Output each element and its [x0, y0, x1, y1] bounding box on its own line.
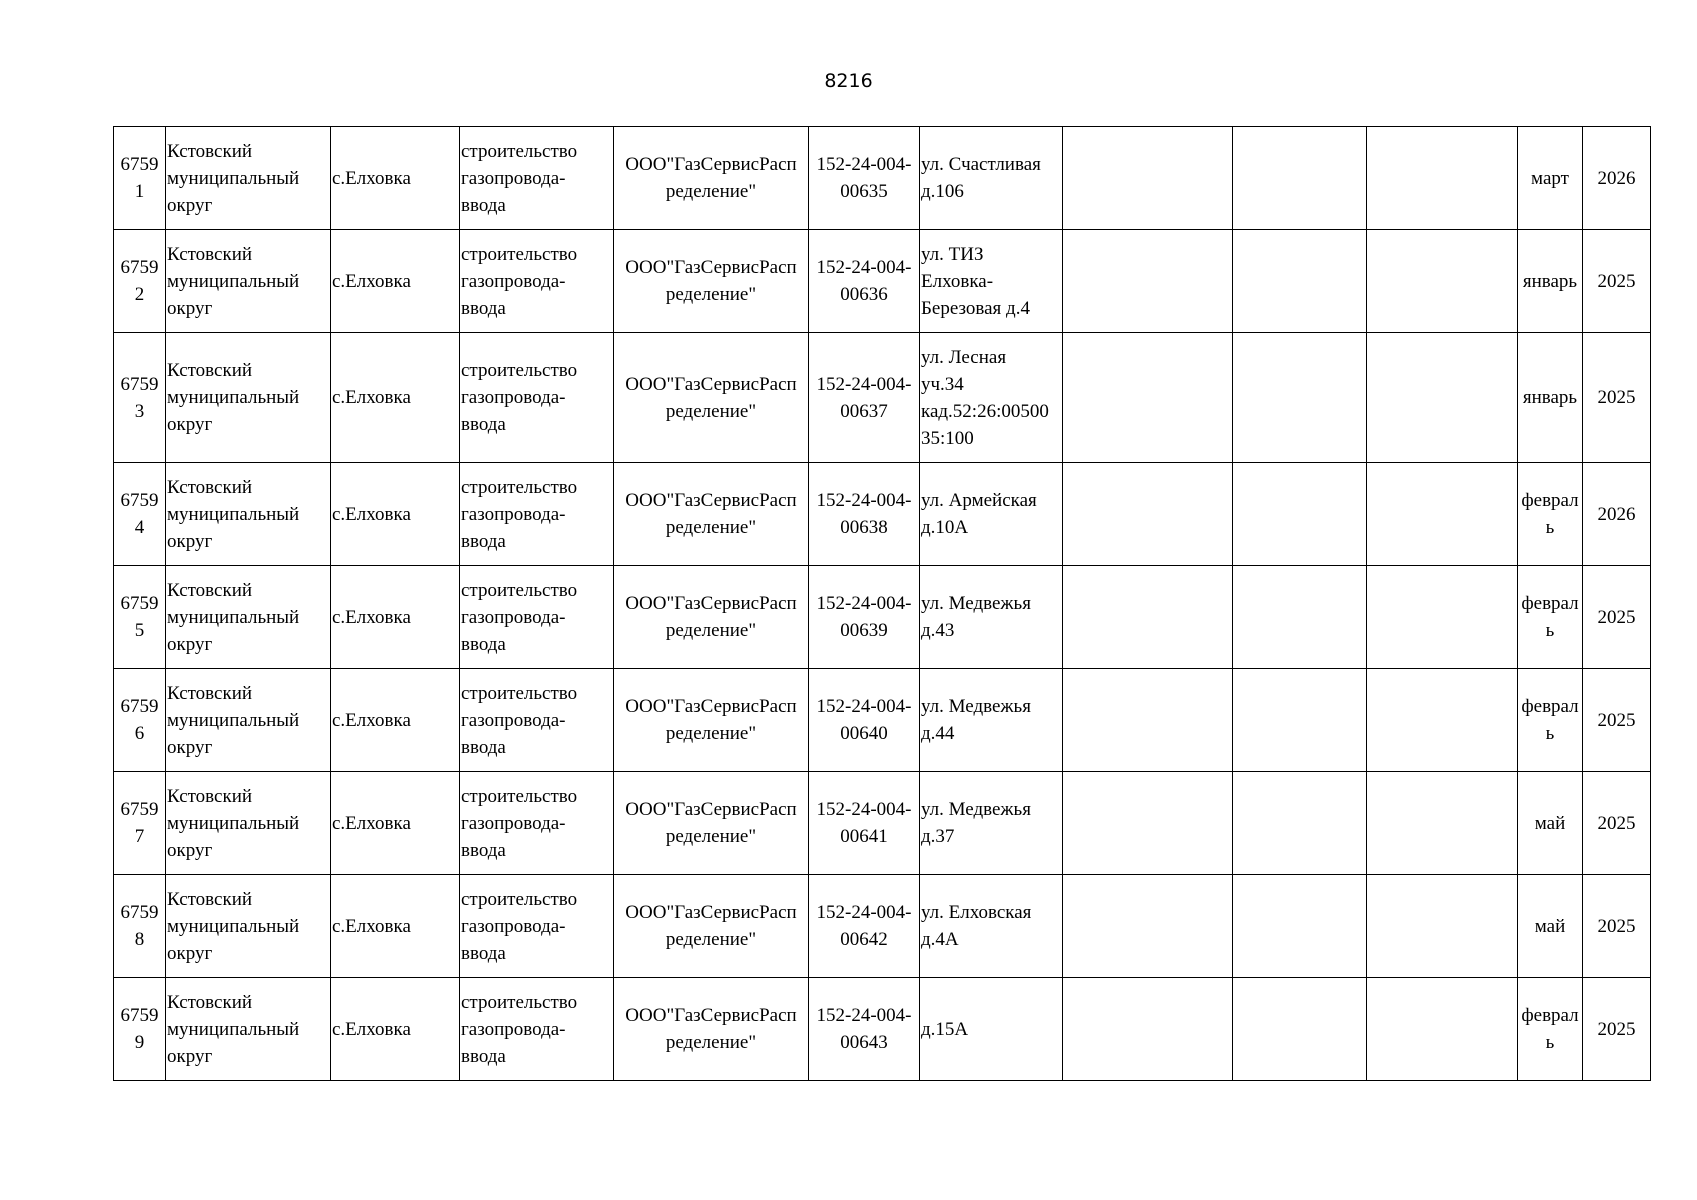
locality-cell: с.Елховка — [331, 127, 460, 230]
work-type-cell: строительство газопровода- ввода — [460, 230, 614, 333]
organization-cell: ООО"ГазСервисРасп ределение" — [614, 669, 809, 772]
month-cell: феврал ь — [1518, 978, 1583, 1081]
empty-cell — [1367, 566, 1518, 669]
locality-cell: с.Елховка — [331, 875, 460, 978]
table-row — [114, 978, 1651, 1081]
empty-cell — [1063, 230, 1233, 333]
row-number-cell: 6759 8 — [114, 875, 166, 978]
month-cell: январь — [1518, 333, 1583, 463]
year-cell: 2025 — [1583, 230, 1651, 333]
registration-code-cell: 152-24-004- 00643 — [809, 978, 920, 1081]
page-number: 8216 — [824, 70, 873, 92]
address-cell: д.15А — [920, 978, 1063, 1081]
empty-cell — [1367, 463, 1518, 566]
empty-cell — [1063, 978, 1233, 1081]
row-number-cell: 6759 3 — [114, 333, 166, 463]
empty-cell — [1233, 127, 1367, 230]
registration-code-cell: 152-24-004- 00640 — [809, 669, 920, 772]
district-cell: Кстовский муниципальный округ — [166, 463, 331, 566]
organization-cell: ООО"ГазСервисРасп ределение" — [614, 566, 809, 669]
address-cell: ул. Елховская д.4А — [920, 875, 1063, 978]
locality-cell: с.Елховка — [331, 463, 460, 566]
work-type-cell: строительство газопровода- ввода — [460, 127, 614, 230]
month-cell: май — [1518, 875, 1583, 978]
organization-cell: ООО"ГазСервисРасп ределение" — [614, 978, 809, 1081]
registration-code-cell: 152-24-004- 00636 — [809, 230, 920, 333]
year-cell: 2025 — [1583, 875, 1651, 978]
organization-cell: ООО"ГазСервисРасп ределение" — [614, 127, 809, 230]
empty-cell — [1367, 333, 1518, 463]
work-type-cell: строительство газопровода- ввода — [460, 772, 614, 875]
table-row — [114, 566, 1651, 669]
table-row — [114, 772, 1651, 875]
year-cell: 2025 — [1583, 669, 1651, 772]
organization-cell: ООО"ГазСервисРасп ределение" — [614, 463, 809, 566]
work-type-cell: строительство газопровода- ввода — [460, 978, 614, 1081]
empty-cell — [1367, 772, 1518, 875]
month-cell: феврал ь — [1518, 566, 1583, 669]
empty-cell — [1233, 463, 1367, 566]
district-cell: Кстовский муниципальный округ — [166, 566, 331, 669]
district-cell: Кстовский муниципальный округ — [166, 772, 331, 875]
district-cell: Кстовский муниципальный округ — [166, 333, 331, 463]
district-cell: Кстовский муниципальный округ — [166, 875, 331, 978]
organization-cell: ООО"ГазСервисРасп ределение" — [614, 230, 809, 333]
empty-cell — [1367, 127, 1518, 230]
year-cell: 2025 — [1583, 772, 1651, 875]
organization-cell: ООО"ГазСервисРасп ределение" — [614, 875, 809, 978]
table-row — [114, 463, 1651, 566]
district-cell: Кстовский муниципальный округ — [166, 127, 331, 230]
registration-code-cell: 152-24-004- 00638 — [809, 463, 920, 566]
row-number-cell: 6759 4 — [114, 463, 166, 566]
month-cell: май — [1518, 772, 1583, 875]
empty-cell — [1367, 875, 1518, 978]
organization-cell: ООО"ГазСервисРасп ределение" — [614, 333, 809, 463]
locality-cell: с.Елховка — [331, 333, 460, 463]
registration-code-cell: 152-24-004- 00637 — [809, 333, 920, 463]
registration-code-cell: 152-24-004- 00635 — [809, 127, 920, 230]
empty-cell — [1063, 875, 1233, 978]
empty-cell — [1233, 566, 1367, 669]
row-number-cell: 6759 7 — [114, 772, 166, 875]
table-row — [114, 875, 1651, 978]
district-cell: Кстовский муниципальный округ — [166, 230, 331, 333]
month-cell: феврал ь — [1518, 463, 1583, 566]
year-cell: 2025 — [1583, 978, 1651, 1081]
month-cell: феврал ь — [1518, 669, 1583, 772]
empty-cell — [1063, 669, 1233, 772]
register-table — [113, 126, 1651, 1081]
work-type-cell: строительство газопровода- ввода — [460, 333, 614, 463]
empty-cell — [1063, 566, 1233, 669]
year-cell: 2025 — [1583, 566, 1651, 669]
district-cell: Кстовский муниципальный округ — [166, 669, 331, 772]
year-cell: 2026 — [1583, 463, 1651, 566]
table-row — [114, 127, 1651, 230]
empty-cell — [1233, 772, 1367, 875]
registration-code-cell: 152-24-004- 00642 — [809, 875, 920, 978]
district-cell: Кстовский муниципальный округ — [166, 978, 331, 1081]
address-cell: ул. Медвежья д.43 — [920, 566, 1063, 669]
empty-cell — [1063, 772, 1233, 875]
table-row — [114, 333, 1651, 463]
empty-cell — [1233, 230, 1367, 333]
locality-cell: с.Елховка — [331, 978, 460, 1081]
year-cell: 2025 — [1583, 333, 1651, 463]
locality-cell: с.Елховка — [331, 772, 460, 875]
empty-cell — [1233, 333, 1367, 463]
locality-cell: с.Елховка — [331, 566, 460, 669]
month-cell: январь — [1518, 230, 1583, 333]
empty-cell — [1367, 669, 1518, 772]
address-cell: ул. Армейская д.10А — [920, 463, 1063, 566]
work-type-cell: строительство газопровода- ввода — [460, 566, 614, 669]
address-cell: ул. Счастливая д.106 — [920, 127, 1063, 230]
row-number-cell: 6759 5 — [114, 566, 166, 669]
address-cell: ул. Медвежья д.37 — [920, 772, 1063, 875]
work-type-cell: строительство газопровода- ввода — [460, 463, 614, 566]
work-type-cell: строительство газопровода- ввода — [460, 669, 614, 772]
empty-cell — [1063, 463, 1233, 566]
address-cell: ул. Медвежья д.44 — [920, 669, 1063, 772]
table-row — [114, 669, 1651, 772]
row-number-cell: 6759 2 — [114, 230, 166, 333]
table-row — [114, 230, 1651, 333]
organization-cell: ООО"ГазСервисРасп ределение" — [614, 772, 809, 875]
row-number-cell: 6759 6 — [114, 669, 166, 772]
empty-cell — [1367, 978, 1518, 1081]
row-number-cell: 6759 1 — [114, 127, 166, 230]
row-number-cell: 6759 9 — [114, 978, 166, 1081]
address-cell: ул. Лесная уч.34 кад.52:26:00500 35:100 — [920, 333, 1063, 463]
year-cell: 2026 — [1583, 127, 1651, 230]
month-cell: март — [1518, 127, 1583, 230]
empty-cell — [1233, 669, 1367, 772]
locality-cell: с.Елховка — [331, 669, 460, 772]
locality-cell: с.Елховка — [331, 230, 460, 333]
empty-cell — [1063, 127, 1233, 230]
empty-cell — [1367, 230, 1518, 333]
empty-cell — [1063, 333, 1233, 463]
work-type-cell: строительство газопровода- ввода — [460, 875, 614, 978]
registration-code-cell: 152-24-004- 00641 — [809, 772, 920, 875]
empty-cell — [1233, 978, 1367, 1081]
registration-code-cell: 152-24-004- 00639 — [809, 566, 920, 669]
empty-cell — [1233, 875, 1367, 978]
address-cell: ул. ТИЗ Елховка- Березовая д.4 — [920, 230, 1063, 333]
